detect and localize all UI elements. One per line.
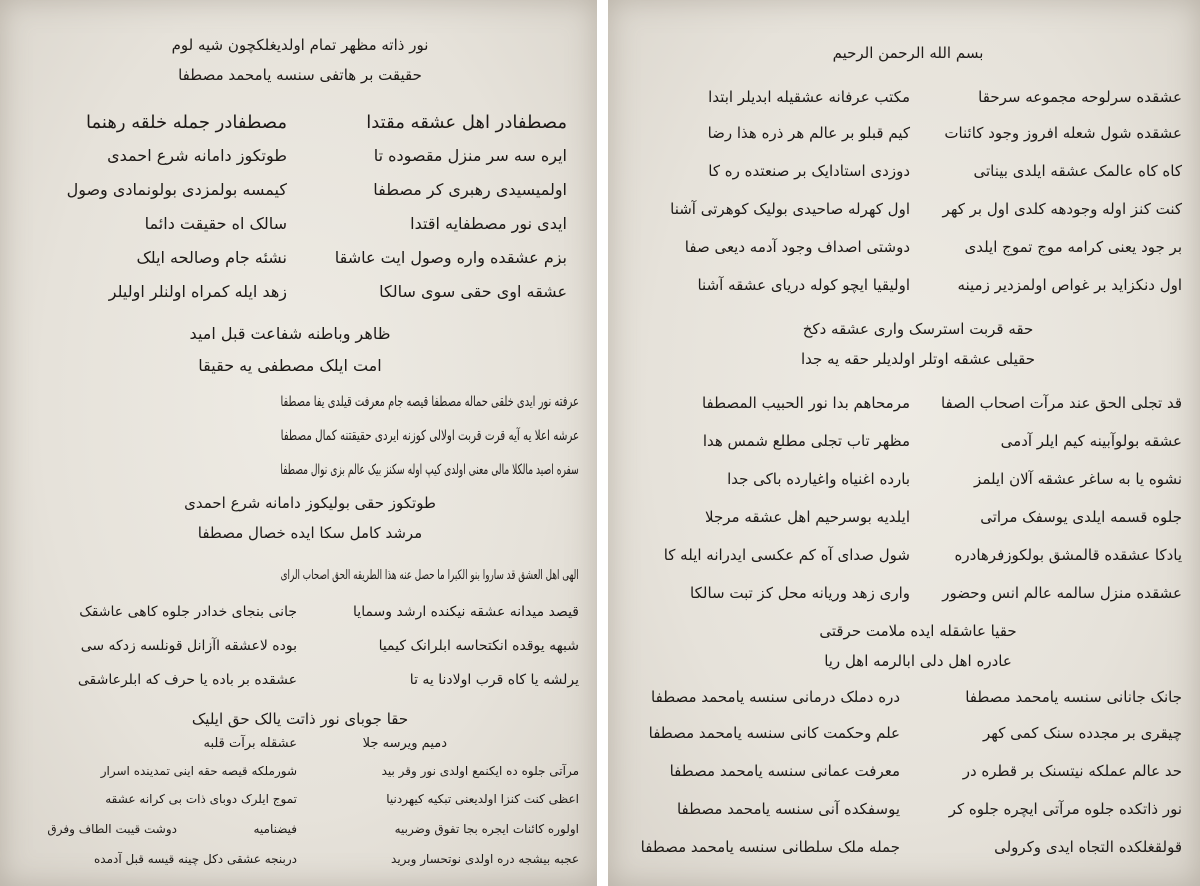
verse-hemistich: اولوره کائنات ایجره بجا تفوق وضربیه bbox=[394, 822, 579, 836]
verse-hemistich: بزم عشقده واره وصول ایت عاشقا bbox=[334, 248, 567, 267]
verse-hemistich: عشقده بر باده یا حرف که ابلرعاشقی bbox=[77, 672, 297, 688]
verse-hemistich: جانک جانانی سنسه یامحمد مصطفا bbox=[965, 688, 1182, 706]
verse-hemistich: معرفت عمانی سنسه یامحمد مصطفا bbox=[669, 762, 900, 780]
verse-hemistich: قیصد میدانه عشقه نیکنده ارشد وسمایا bbox=[353, 604, 579, 620]
verse-hemistich: دوشتی اصداف وجود آدمه دیعی صفا bbox=[684, 238, 910, 256]
section-title-line: امت ایلک مصطفی یه حقیقا bbox=[198, 356, 382, 375]
verse-hemistich: دمیم ویرسه جلا bbox=[362, 736, 447, 751]
verse-hemistich: عشقه اوی حقی سوی سالکا bbox=[379, 282, 567, 301]
verse-hemistich: اول کهرله صاحیدی بولیک کوهرتی آشنا bbox=[670, 200, 910, 218]
verse-hemistich: اول دنکزاید بر غواص اولمزدیر زمینه bbox=[957, 276, 1182, 294]
verse-hemistich: دوزدی استادایک بر صنعتده ره کا bbox=[708, 162, 910, 180]
verse-hemistich: نشوه یا به ساغر عشقه آلان ایلمز bbox=[974, 470, 1182, 488]
prose-line: الهی اهل العشق قد ساروا بنو الکبرا ما حصل عنه هذا الطریقه الحق اصحاب الرای bbox=[280, 568, 579, 583]
verse-hemistich: کیمسه بولمزدی بولونمادی وصول bbox=[66, 180, 287, 199]
verse-hemistich: ایدی نور مصطفایه اقتدا bbox=[410, 214, 567, 233]
verse-hemistich: مرآتی جلوه ده ایکنمع اولدی نور وقر بید bbox=[381, 764, 579, 778]
verse-hemistich: جلوه قسمه ایلدی یوسفک مراتی bbox=[980, 508, 1182, 526]
verse-hemistich: اولیقیا ایچو کوله دریای عشقه آشنا bbox=[697, 276, 910, 294]
verse-hemistich: عشقده سرلوحه مجموعه سرحقا bbox=[978, 88, 1182, 106]
section-title-line: حقیلی عشقه اوتلر اولدیلر حقه یه جدا bbox=[801, 350, 1035, 368]
verse-hemistich: قولقغلکده التجاه ایدی وکرولی bbox=[994, 838, 1182, 856]
verse-hemistich: علم وحکمت کانی سنسه یامحمد مصطفا bbox=[648, 724, 900, 742]
verse-hemistich: حد عالم عملکه نیتسنک بر قطره در bbox=[962, 762, 1182, 780]
verse-hemistich: عشقه بولوآبینه کیم ایلر آدمی bbox=[1000, 432, 1182, 450]
prose-line: عرشه اعلا یه آیه قرت قربت اولالی کوزنه ایردی حقیقتنه کمال مصطفا bbox=[280, 428, 579, 444]
verse-hemistich: بر جود یعنی کرامه موج تموج ایلدی bbox=[964, 238, 1182, 256]
verse-hemistich: دربنجه عشقی دکل چینه قیسه قبل آدمده bbox=[94, 852, 297, 866]
verse-hemistich: سالک اه حقیقت دائما bbox=[144, 214, 287, 233]
verse-hemistich: کنت کنز اوله وجودهه کلدی اول بر کهر bbox=[942, 200, 1182, 218]
verse-hemistich: مصطفادر جمله خلقه رهنما bbox=[86, 112, 287, 133]
page-header-line: حقیقت بر هاتفی سنسه یامحمد مصطفا bbox=[178, 66, 422, 84]
section-title-line: حقه قربت استرسک واری عشقه دکخ bbox=[802, 320, 1034, 338]
manuscript-page-left bbox=[0, 0, 597, 886]
verse-hemistich: شول صدای آه کم عکسی ایدرانه ایله کا bbox=[663, 546, 910, 564]
verse-hemistich: ایلدیه بوسرحیم اهل عشقه مرجلا bbox=[705, 508, 910, 526]
verse-hemistich: زهد ایله کمراه اولنلر اولیلر bbox=[108, 282, 287, 301]
verse-hemistich: شورملکه قیصه حقه اینی تمدینده اسرار bbox=[100, 764, 297, 778]
verse-hemistich: شبهه یوقده انکتحاسه ابلرانک کیمیا bbox=[378, 638, 579, 654]
verse-hemistich: تموج ایلرک دوبای ذات بی کرانه عشقه bbox=[105, 792, 297, 806]
page-header-line: نور ذاته مظهر تمام اولدیغلکچون شیه لوم bbox=[171, 36, 429, 54]
section-title-line: عادره اهل دلی ابالرمه اهل ریا bbox=[824, 652, 1012, 670]
prose-line: سفره اصید مالکلا مالی معنی اولدی کیپ اوله سکنز بیک عالم بزی نوال مصطفا bbox=[280, 462, 579, 478]
verse-hemistich: یادکا عشقده قالمشق بولکوزفرهادره bbox=[954, 546, 1182, 564]
section-title-line: حقیا عاشقله ایده ملامت حرقتی bbox=[819, 622, 1017, 640]
verse-hemistich: دوشت قیبت الطاف وفرق bbox=[47, 822, 177, 836]
verse-center-line: طوتکوز حقی بولیکوز دامانه شرع احمدی bbox=[184, 494, 436, 512]
manuscript-page-right bbox=[608, 0, 1200, 886]
verse-hemistich: فیضنامیه bbox=[253, 822, 297, 836]
verse-center-line: حقا جوبای نور ذاتت یالک حق ایلیک bbox=[191, 710, 409, 728]
verse-hemistich: بوده لاعشقه اآزانل قونلسه زدکه سی bbox=[80, 638, 297, 654]
verse-hemistich: واری زهد وریانه محل کز تبت سالکا bbox=[690, 584, 910, 602]
verse-hemistich: عشقده منزل سالمه عالم انس وحضور bbox=[942, 584, 1182, 602]
verse-hemistich: ایره سه سر منزل مقصوده تا bbox=[373, 146, 567, 165]
verse-hemistich: عشقله برآت قلبه bbox=[203, 736, 297, 751]
verse-hemistich: جمله ملک سلطانی سنسه یامحمد مصطفا bbox=[640, 838, 900, 856]
verse-center-line: مرشد کامل سکا ایده خصال مصطفا bbox=[197, 524, 423, 542]
verse-hemistich: مرمحاهم بدا نور الحبیب المصطفا bbox=[701, 394, 910, 412]
verse-hemistich: نشئه جام وصالحه ایلک bbox=[136, 248, 287, 267]
verse-hemistich: عجبه بیشجه دره اولدی نوتحسار وبرید bbox=[391, 852, 579, 866]
verse-hemistich: عشقده شول شعله افروز وجود کائنات bbox=[944, 124, 1182, 142]
verse-hemistich: جانی بنجای خدادر جلوه کاهی عاشقک bbox=[79, 604, 297, 620]
verse-hemistich: نور ذاتکده جلوه مرآتی ایچره جلوه کر bbox=[948, 800, 1182, 818]
verse-hemistich: طوتکوز دامانه شرع احمدی bbox=[107, 146, 287, 165]
verse-hemistich: دره دملک درمانی سنسه یامحمد مصطفا bbox=[651, 688, 900, 706]
basmala: بسم الله الرحمن الرحیم bbox=[832, 44, 984, 62]
verse-hemistich: یوسفکده آنی سنسه یامحمد مصطفا bbox=[676, 800, 900, 818]
section-title-line: ظاهر وباطنه شفاعت قبل امید bbox=[189, 324, 391, 343]
verse-hemistich: بارده اغنیاه واغیارده باکی جدا bbox=[727, 470, 910, 488]
verse-hemistich: یرلشه یا کاه قرب اولادنا یه تا bbox=[409, 672, 579, 688]
verse-hemistich: مظهر تاب تجلی مطلع شمس هدا bbox=[702, 432, 910, 450]
verse-hemistich: چیقری بر مجدده سنک کمی کهر bbox=[983, 724, 1182, 742]
verse-hemistich: اولمیسیدی رهبری کر مصطفا bbox=[373, 180, 567, 199]
verse-hemistich: کیم قبلو بر عالم هر ذره هذا رضا bbox=[707, 124, 910, 142]
verse-hemistich: اعظی کنت کنزا اولدیعنی تبکیه کیهردنیا bbox=[386, 792, 579, 806]
verse-hemistich: کاه کاه عالمک عشقه ایلدی بیناتی bbox=[973, 162, 1182, 180]
verse-hemistich: مصطفادر اهل عشقه مقتدا bbox=[366, 112, 567, 133]
prose-line: عرفته نور ایدی خلقی حماله مصطفا قیصه جام معرفت قیلدی یفا مصطفا bbox=[280, 394, 579, 410]
page-gutter bbox=[597, 0, 608, 886]
verse-hemistich: قد تجلی الحق عند مرآت اصحاب الصفا bbox=[940, 394, 1182, 412]
verse-hemistich: مکتب عرفانه عشقیله ابدیلر ابتدا bbox=[708, 88, 910, 106]
